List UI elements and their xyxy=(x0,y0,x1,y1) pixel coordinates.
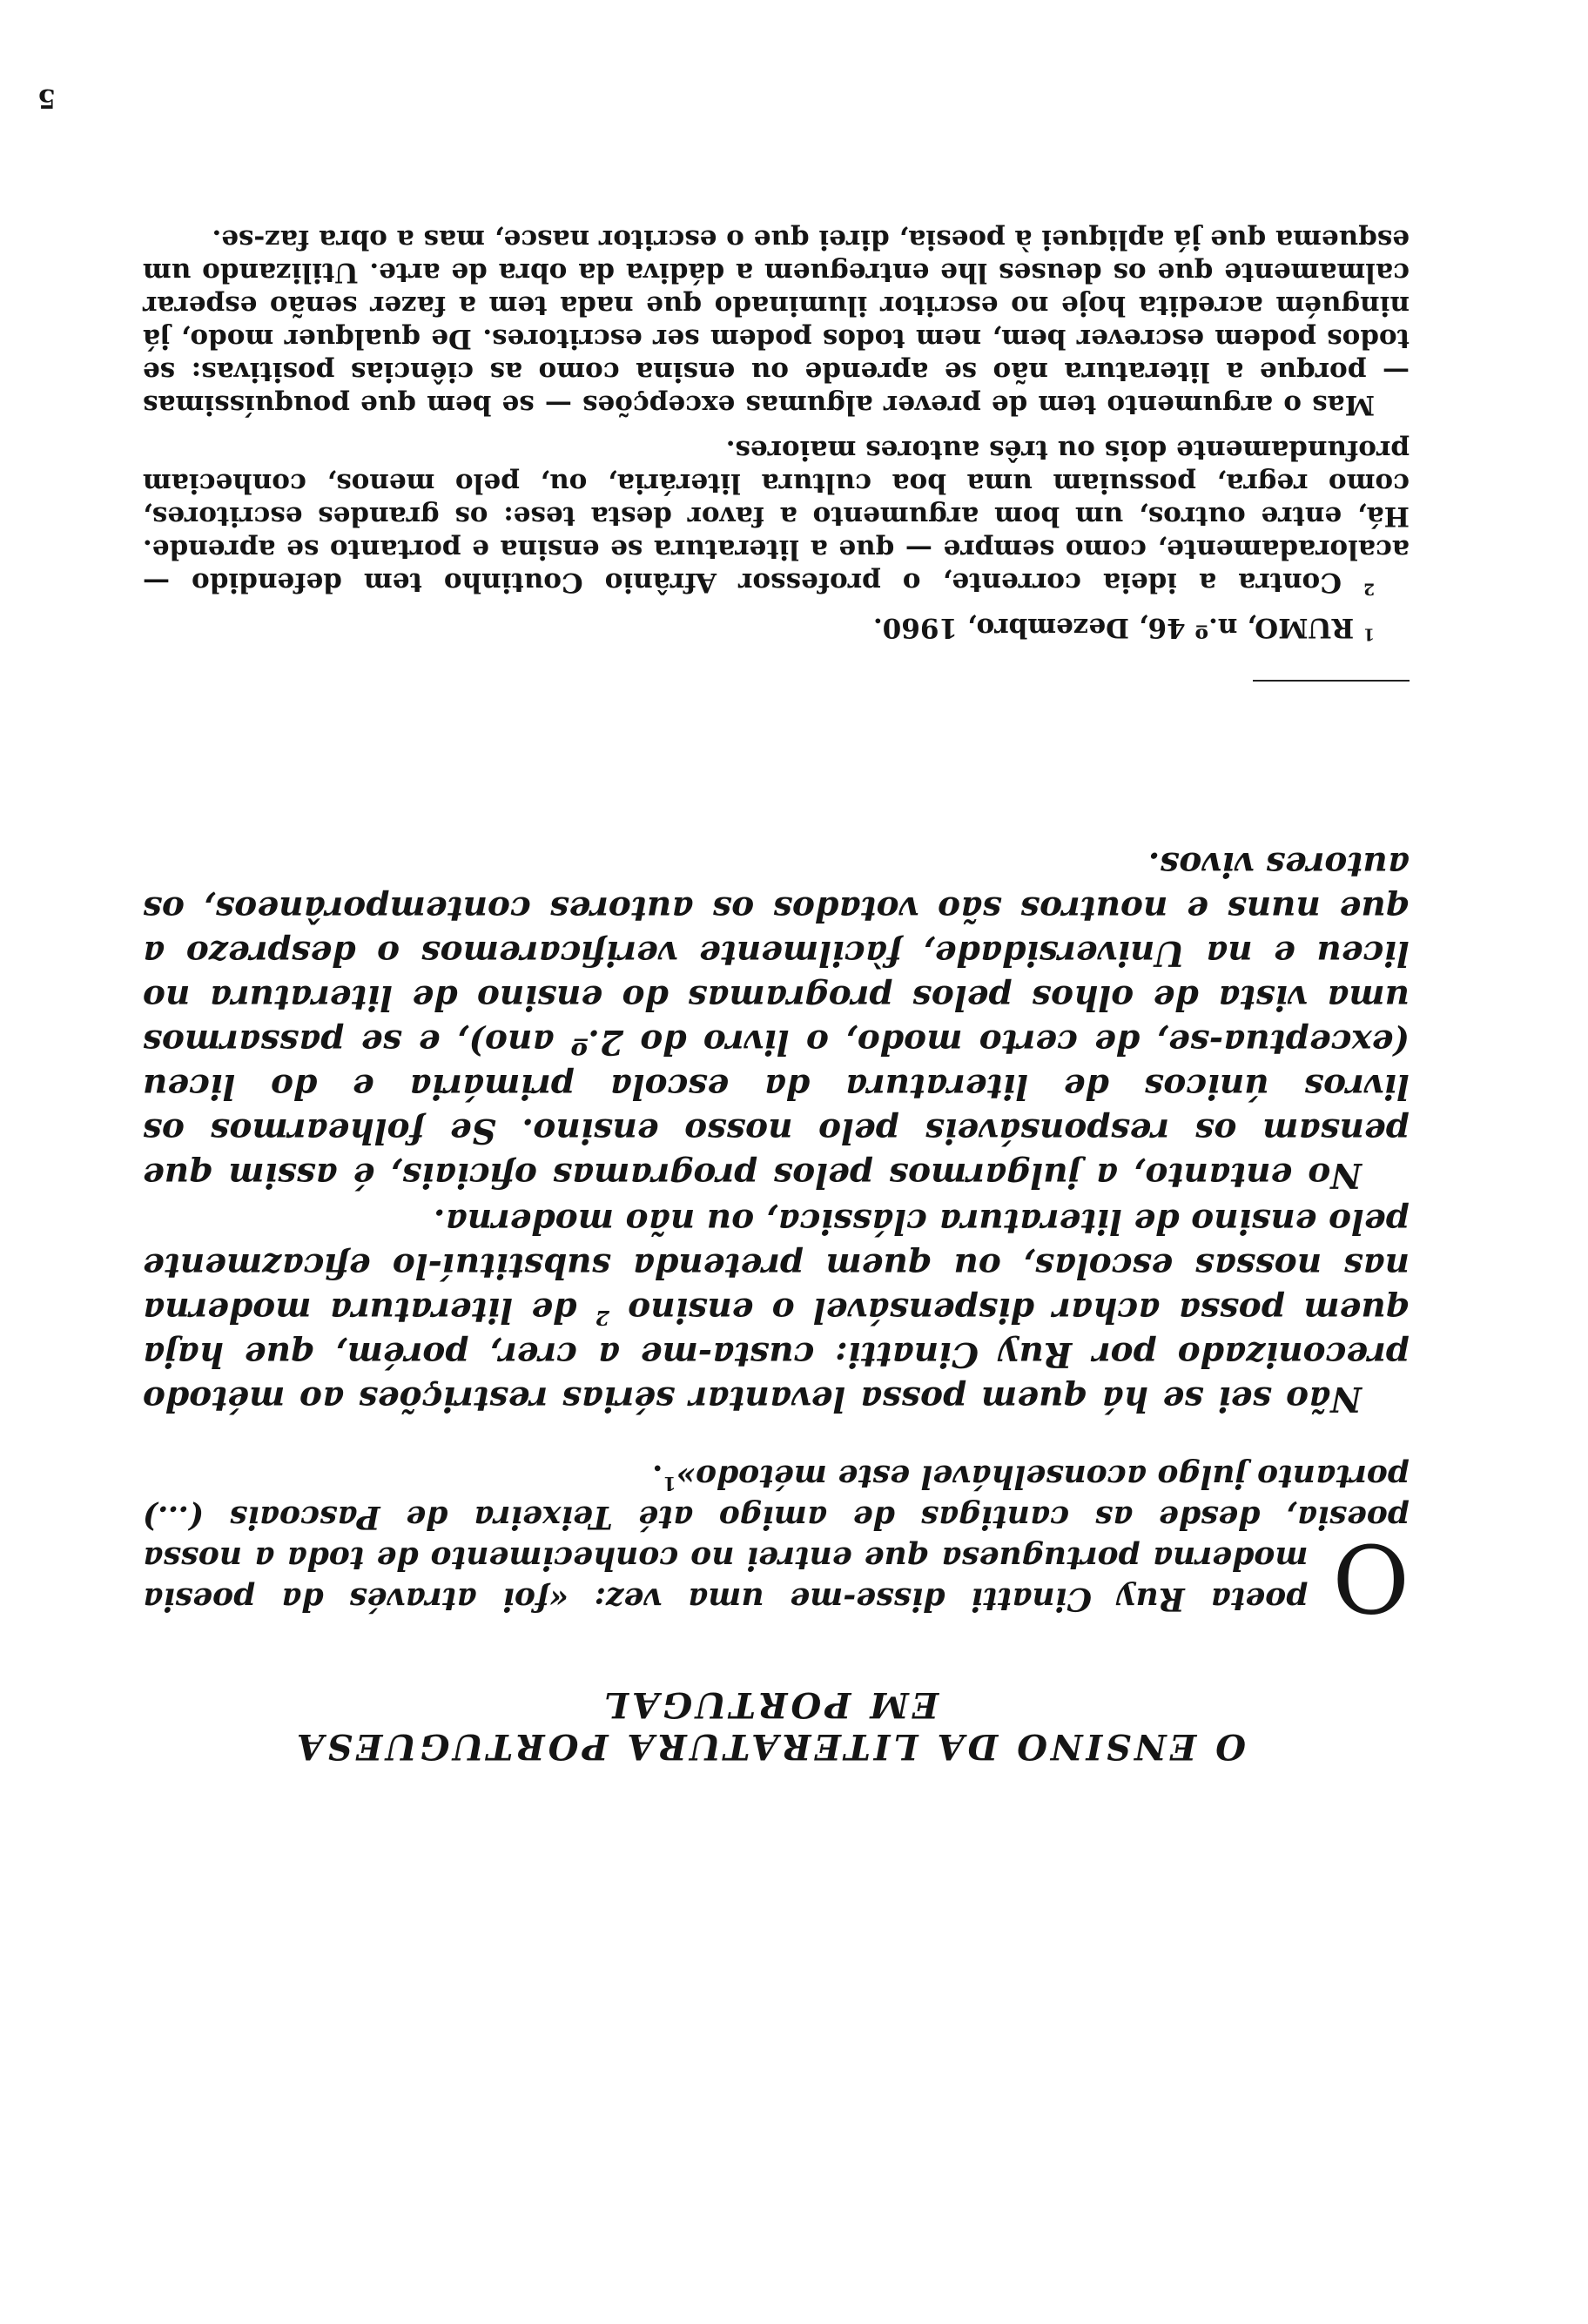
article-title xyxy=(178,1683,1362,1767)
title-line-1: O ENSINO DA LITERATURA PORTUGUESA xyxy=(293,1726,1246,1767)
drop-cap: O xyxy=(1332,1522,1410,1631)
footnote-2-number: 2 xyxy=(1363,579,1375,598)
footnote-divider xyxy=(1253,680,1410,682)
footnote-1-number: 1 xyxy=(1363,624,1375,643)
footnote-2-continuation: Mas o argumento tem de prever algumas excepções — se bem que pouquíssimas — porque a literatura não se aprende ou ensina como as ciências positivas: se todos podem escrever bem, nem todos podem ser escritores. De qualquer modo, já ninguém acredita hoje no escritor iluminado que nada tem a fazer senão esperar calmamente que os deuses lhe entreguem a dádiva da obra de arte. Utilizando um esquema que já apliquei à poesia, direi que o escritor nasce, mas a obra faz-se. xyxy=(143,224,1410,420)
italic-paragraph-1-part-2: de literatura moderna nas nossas escolas, ou quem pretenda substituí-lo eficazmente pelo ensino de literatura clássica, ou não moderna. xyxy=(143,1201,1410,1330)
intro-paragraph xyxy=(143,1455,1410,1631)
italic-paragraph-2: No entanto, a julgarmos pelos programas oficiais, é assim que pensam os responsáveis pelo nosso ensino. Se folhearmos os livros únicos de literatura da escola primária e do liceu (exceptua-se, de certo modo, o livro do 2.º ano), e se passarmos uma vista de olhos pelos programas do ensino de literatura no liceu e na Universidade, fàcilmente verificaremos o desprezo a que nuns e noutros são votados os autores contemporâneos, os autores vivos. xyxy=(143,844,1410,1195)
footnote-2 xyxy=(143,433,1410,599)
footnote-ref-2: 2 xyxy=(595,1306,610,1330)
italic-paragraph-1 xyxy=(143,1199,1410,1421)
intro-quote: «foi através da poesia moderna portuguesa que entrei no conhecimento de toda a nossa poesia, desde as cantigas de amigo até Teixeira de Pascoais (…) portanto julgo aconselhável este método» xyxy=(143,1458,1410,1617)
footnote-1-text: RUMO, n.º 46, Dezembro, 1960. xyxy=(872,612,1355,643)
footnotes xyxy=(143,211,1410,644)
title-line-2: EM PORTUGAL xyxy=(600,1684,939,1725)
footnote-1 xyxy=(143,611,1410,644)
footnote-ref-1: 1 xyxy=(663,1472,676,1494)
italic-section xyxy=(143,842,1410,1421)
article-body xyxy=(143,842,1410,1631)
italic-paragraph-1-part-1: Não sei se há quem possa levantar sérias restrições ao método preconizado por Ruy Cinatti: custa-me a crer, porém, que haja quem possa achar dispensável o ensino xyxy=(143,1290,1410,1419)
intro-lead: poeta Ruy Cinatti disse-me uma vez: xyxy=(569,1581,1309,1617)
intro-end: . xyxy=(652,1458,663,1494)
page-number: 5 xyxy=(37,83,56,113)
footnote-2-text: Contra a ideia corrente, o professor Afrânio Coutinho tem defendido — acaloradamente, como sempre — que a literatura se ensina e portanto se aprende. Há, entre outros, um bom argumento a favor desta tese: os grandes escritores, como regra, possuiam uma boa cultura literária, ou, pelo menos, conheciam profundamente dois ou três autores maiores. xyxy=(143,434,1410,598)
